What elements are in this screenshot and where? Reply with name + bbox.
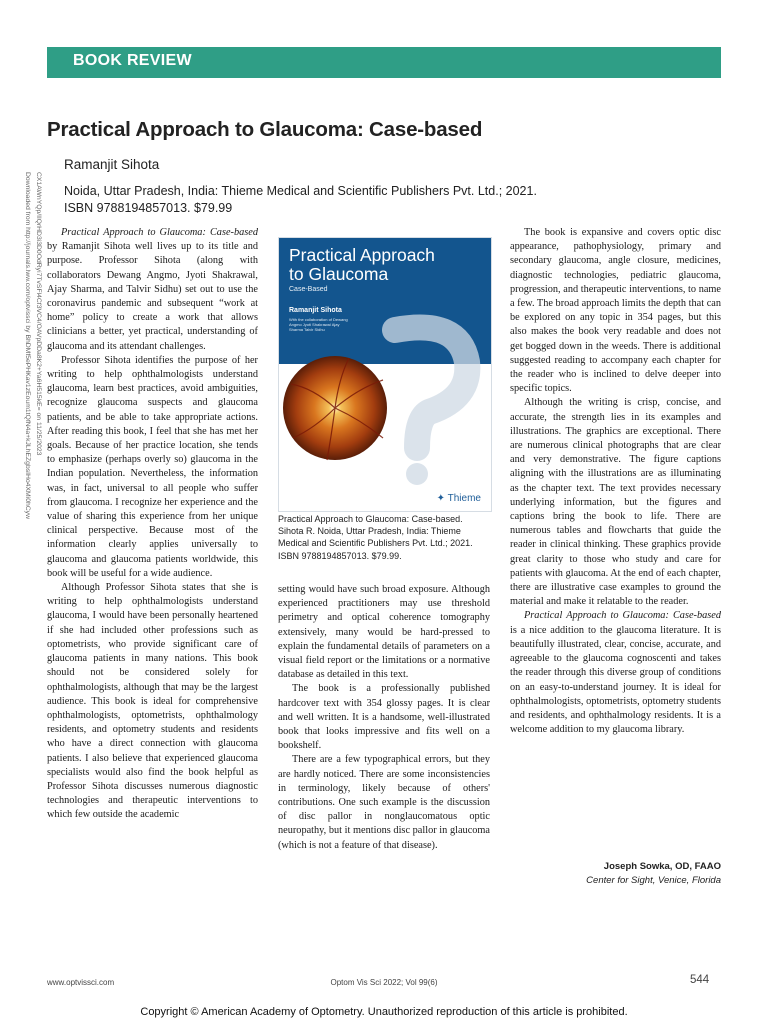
figure-caption: Practical Approach to Glaucoma: Case-based. Sihota R. Noida, Uttar Pradesh, India: Thieme Medical and Scientific Publishers Pvt. Ltd.; 2021. ISBN 9788194857013. $79.99. [278,514,473,561]
reviewer-name: Joseph Sowka, OD, FAAO [603,861,721,872]
cover-subtitle: Case-Based [289,286,328,293]
download-watermark [22,172,42,632]
column-2 [278,583,490,853]
section-label: BOOK REVIEW [73,52,192,69]
book-author: Ramanjit Sihota [64,157,160,172]
publisher-line: Noida, Uttar Pradesh, India: Thieme Medical and Scientific Publishers Pvt. Ltd.; 2021. [64,184,537,198]
column-1 [47,226,258,888]
paragraph: Practical Approach to Glaucoma: Case-based by Ramanjit Sihota well lives up to its title and purpose. Professor Sihota (along with collaborators Dewang Angmo, Jyoti Shakrawal, Ajay Sharma, and Talvir Sidhu) set out to use the coronavirus pandemic and subsequent “work at home” policy to create a work that allows clinicians a better, yet practical, understanding of glaucoma and its attendant challenges. [47,227,258,352]
paragraph: Although Professor Sihota states that she is writing to help ophthalmologists understand glaucoma, I would have been personally heartened if she had included other professions such as optometrists, who provide significant care of glaucoma patients in many nations. This book should not be considered solely for ophthalmologists, although that may be the largest audience. This book is ideal for comprehensive ophthalmologists, optometrists, ophthalmology residents, and optometry students and residents who have a direct connection with glaucoma patients. I also believe that experienced glaucoma specialists would also find the book helpful as Professor Sihota discusses numerous diagnostic technologies and therapeutic interventions to which few outside the academic [47,582,258,821]
paragraph: Although the writing is crisp, concise, and accurate, the strength lies in its examples and illustrations. The graphics are exceptional. There are numerous clinical photographs that are clear and very demonstrative. The figure captions aligning with the illustrations are as illuminating as the chapter text. The text provides necessary underlying information, but the figures and captions bring the book to life. There are numerous tables and flowcharts that guide the reader in clinical thinking. These graphics provide great clarity to those who study and care for patients with glaucoma. At the end of each chapter, there are illustrative case examples to ground the material and make it relatable to the reader. [510,397,721,608]
section-banner [47,47,721,78]
paragraph: Professor Sihota identifies the purpose of her writing to help ophthalmologists understand glaucoma, learn best practices, avoid ambiguities, recognize glaucoma suspects and glaucoma patients, and be able to take appropriate actions. After reading this book, I feel that she has met her goals. Because of her practice location, she tends to emphasize (perhaps overly so) glaucoma in the Indian population. Nevertheless, the information was, in fact, universal to all people who suffer from glaucoma. I recognize her experience and the value of sharing this experience from her unique clinical perspective. Because most of the information clearly applies universally to glaucoma and glaucoma patients worldwide, this book will be useful for a wide audience. [47,354,258,579]
thieme-logo: ✦ Thieme [436,493,481,504]
book-title-italic: Practical Approach to Glaucoma: Case-based [61,227,258,238]
book-title-italic: Practical Approach to Glaucoma: Case-based [524,610,721,622]
copyright-notice: Copyright © American Academy of Optometry. Unauthorized reproduction of this article is prohibited. [140,1006,628,1018]
cover-collaborators: With the collaboration of Dewang Angmo Jyoti Shakrawal Ajay Sharma Talvir Sidhu [289,317,348,332]
cover-title: Practical Approach to Glaucoma [289,245,435,284]
paragraph: setting would have such broad exposure. Although experienced practitioners may use threshold perimetry and optical coherence tomography extensively, many would be hard-pressed to explain the fundamental details of parameters on a visual field report or the limitations or a normative database as detailed in this text. [278,584,490,681]
paragraph: There are a few typographical errors, but they are hardly noticed. There are some inconsistencies in terminology, likely because of others' contributions. One such example is the discussion of disc pallor in nonglaucomatous optic neuropathy, but it mentions disc pallor in glaucoma (which is not a feature of that disease). [278,754,490,851]
download-line-2: CX1AWnYQp/IlQrHD3i3D0OdRyi7TvSFl4Cf3VC4/OAVpDDa8K2+Ya6H515kE= on 11/25/2023 [35,172,42,456]
reviewer-affiliation: Center for Sight, Venice, Florida [586,875,721,886]
question-mark-shape [395,327,467,448]
download-line-1: Downloaded from http://journals.lww.com/optvissci by BhDMf5ePHKav1zEoum1tQfN4a+kJLhEZgbsIHo4XMi0hCyw [24,172,31,519]
paragraph: Practical Approach to Glaucoma: Case-based is a nice addition to the glaucoma literature. It is beautifully illustrated, clear, concise, accurate, and agreeable to the glaucoma cognoscenti and takes the reader through this diverse group of conditions on an easy-to-understand journey. It is ideal for ophthalmologists, optometrists, optometry students and residents, and ophthalmology residents. It is a welcome addition to my glaucoma library. [510,610,721,736]
cover-author: Ramanjit Sihota [289,307,342,314]
reviewer-signature [510,860,721,888]
page-number: 544 [690,974,710,986]
paragraph: The book is a professionally published hardcover text with 354 glossy pages. It is clear and well written. It is a handsome, well-illustrated book that looks impressive and fits well on a bookshelf. [278,683,490,752]
book-cover-image [278,237,492,512]
article-title: Practical Approach to Glaucoma: Case-based [47,118,483,141]
isbn-line: ISBN 9788194857013. $79.99 [64,201,233,215]
journal-website: www.optvissci.com [47,978,115,987]
publication-info [64,183,714,217]
journal-citation: Optom Vis Sci 2022; Vol 99(6) [330,978,438,987]
paragraph: The book is expansive and covers optic disc appearance, pathophysiology, primary and secondary glaucoma, angle closure, medicines, diagnostic technologies, pediatric glaucoma, progression, and therapeutic interventions, to name a few. The broad approach limits the depth that can be explored on any topic in 354 pages, but this also makes the book very readable and does not get bogged down in the weeds. There is additional suggested reading to accompany each chapter for the reader who is inclined to delve deeper into specific topics. [510,227,721,395]
column-3 [510,226,721,737]
